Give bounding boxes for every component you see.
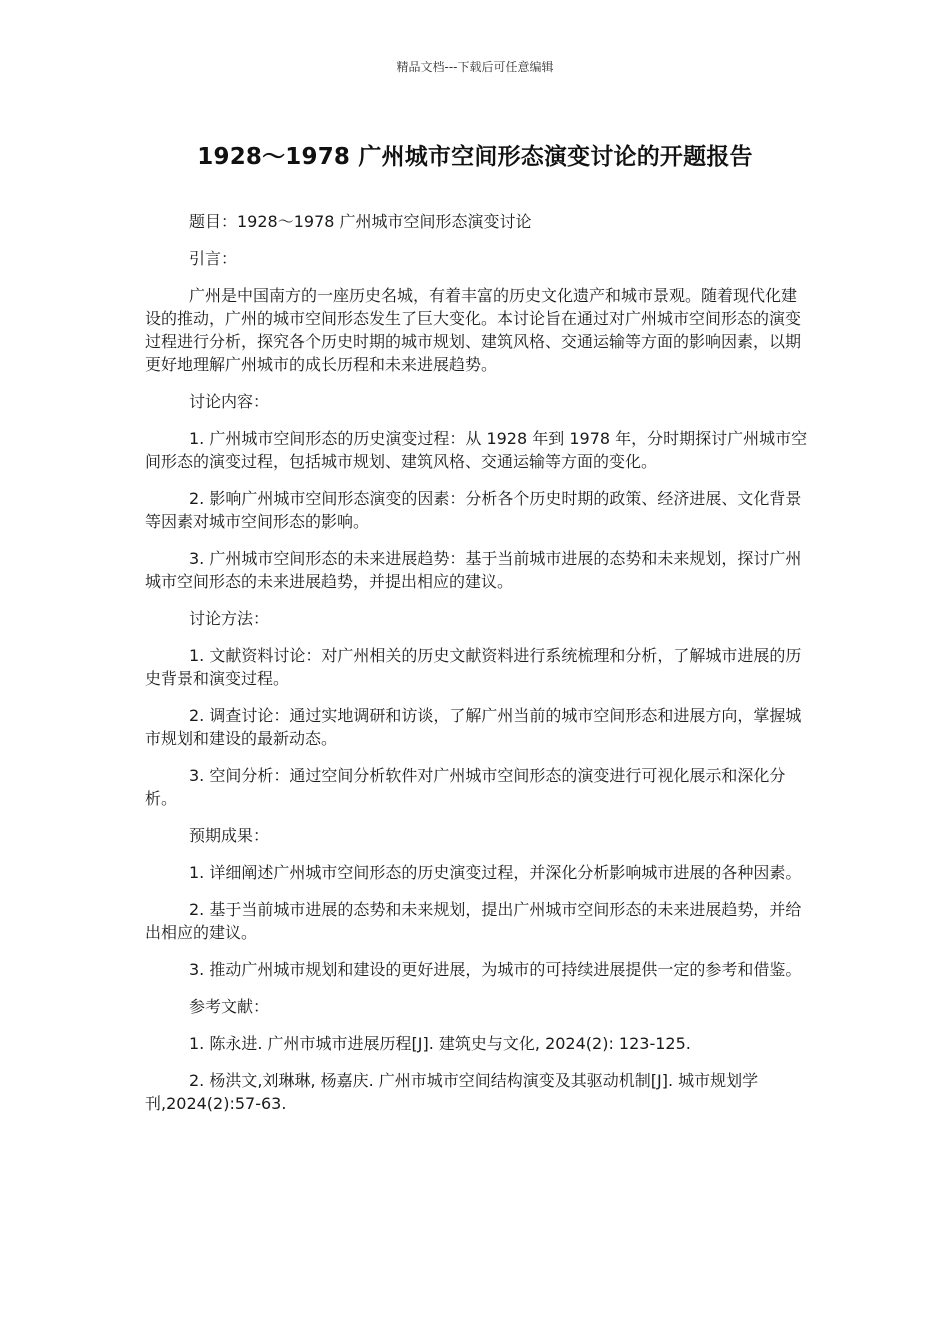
section-heading-content: 讨论内容： (189, 392, 270, 411)
header-note: 精品文档---下载后可任意编辑 (396, 60, 554, 74)
section-heading-methods: 讨论方法： (189, 609, 270, 628)
outcome-item-1: 1. 详细阐述广州城市空间形态的历史演变过程，并深化分析影响城市进展的各种因素。 (189, 863, 802, 882)
section-heading-introduction: 引言： (189, 249, 238, 268)
outcome-item-3: 3. 推动广州城市规划和建设的更好进展，为城市的可持续进展提供一定的参考和借鉴。 (189, 960, 802, 979)
document-title: 1928～1978 广州城市空间形态演变讨论的开题报告 (197, 144, 753, 170)
content-item-3: 3. 广州城市空间形态的未来进展趋势：基于当前城市进展的态势和未来规划，探讨广州城市空间形态的未来进展趋势，并提出相应的建议。 (145, 549, 802, 591)
method-item-3: 3. 空间分析：通过空间分析软件对广州城市空间形态的演变进行可视化展示和深化分析。 (145, 766, 786, 808)
content-item-2: 2. 影响广州城市空间形态演变的因素：分析各个历史时期的政策、经济进展、文化背景等因素对城市空间形态的影响。 (145, 489, 802, 531)
reference-item-2: 2. 杨洪文,刘琳琳, 杨嘉庆. 广州市城市空间结构演变及其驱动机制[J]. 城市规划学刊,2024(2):57-63. (145, 1071, 759, 1113)
topic-line: 题目：1928～1978 广州城市空间形态演变讨论 (189, 212, 532, 231)
method-item-2: 2. 调查讨论：通过实地调研和访谈，了解广州当前的城市空间形态和进展方向，掌握城市规划和建设的最新动态。 (145, 706, 802, 748)
section-heading-outcomes: 预期成果： (189, 826, 270, 845)
method-item-1: 1. 文献资料讨论：对广州相关的历史文献资料进行系统梳理和分析，了解城市进展的历史背景和演变过程。 (145, 646, 802, 688)
reference-item-1: 1. 陈永进. 广州市城市进展历程[J]. 建筑史与文化, 2024(2): 123-125. (189, 1034, 691, 1053)
content-item-1: 1. 广州城市空间形态的历史演变过程：从 1928 年到 1978 年，分时期探讨广州城市空间形态的演变过程，包括城市规划、建筑风格、交通运输等方面的变化。 (145, 429, 808, 471)
introduction-paragraph: 广州是中国南方的一座历史名城，有着丰富的历史文化遗产和城市景观。随着现代化建设的推动，广州的城市空间形态发生了巨大变化。本讨论旨在通过对广州城市空间形态的演变过程进行分析，探究各个历史时期的城市规划、建筑风格、交通运输等方面的影响因素，以期更好地理解广州城市的成长历程和未来进展趋势。 (145, 286, 802, 374)
document-body (145, 210, 810, 1129)
section-heading-references: 参考文献： (189, 997, 270, 1016)
outcome-item-2: 2. 基于当前城市进展的态势和未来规划，提出广州城市空间形态的未来进展趋势，并给出相应的建议。 (145, 900, 802, 942)
